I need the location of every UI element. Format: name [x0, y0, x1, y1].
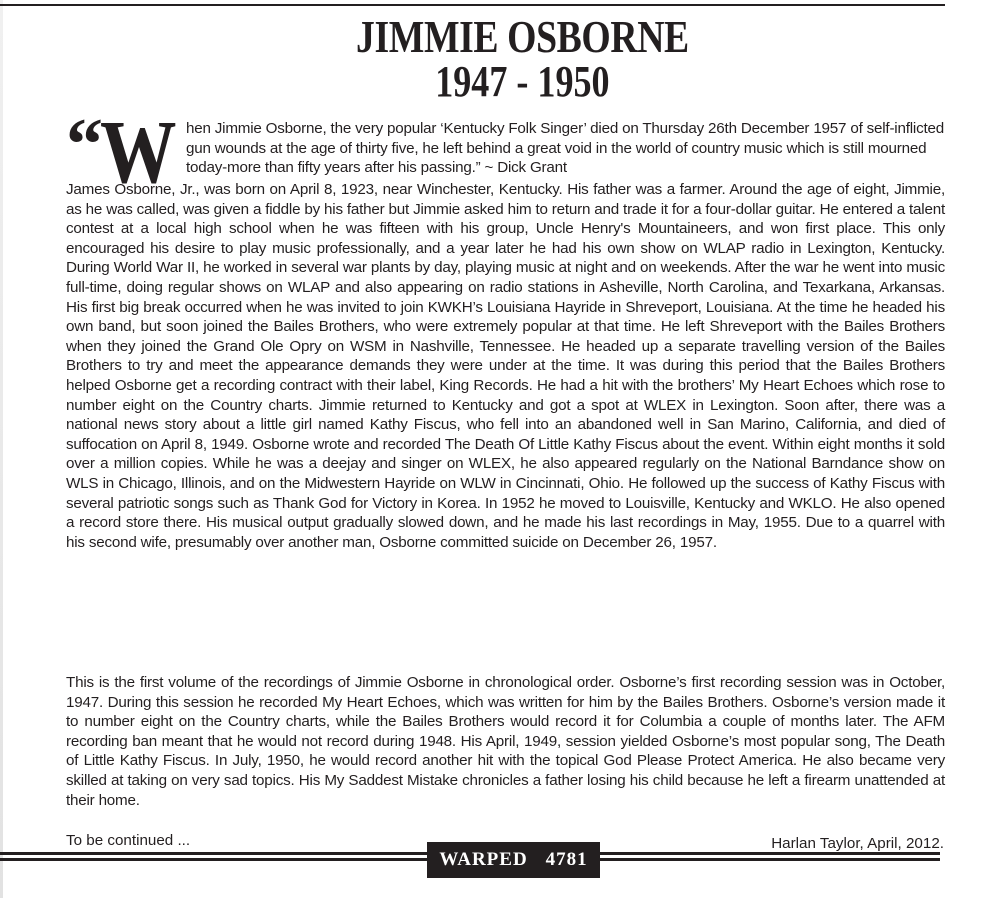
drop-cap-letter: W — [100, 103, 177, 202]
recordings-section — [66, 673, 945, 810]
page-title: JIMMIE OSBORNE — [356, 11, 689, 62]
page-subtitle-years: 1947 - 1950 — [435, 57, 610, 106]
catalog-number: 4781 — [545, 849, 588, 870]
intro-quote-text: hen Jimmie Osborne, the very popular ‘Kentucky Folk Singer’ died on Thursday 26th December 1957 of self-inflicted gun wounds at the age of thirty five, he left behind a great void in the world of country music which is still mourned today-more than fifty years after his passing.” ~ Dick Grant — [186, 120, 944, 177]
footer-rule-left-2 — [0, 858, 432, 861]
author-signature: Harlan Taylor, April, 2012. — [771, 835, 944, 852]
to-be-continued: To be continued ... — [66, 832, 191, 849]
footer-rule-left-1 — [0, 852, 432, 855]
catalog-label: WARPED — [439, 849, 528, 870]
page-edge-shadow — [0, 0, 3, 898]
intro-quote — [186, 119, 946, 178]
footer-rule-right-1 — [595, 852, 940, 855]
biography-text: James Osborne, Jr., was born on April 8, 1923, near Winchester, Kentucky. His father was a farmer. Around the age of eight, Jimmie, as he was called, was given a fiddle by his father but Jimmie asked him to return and trade it for a four-dollar guitar. He entered a talent contest at a local high school when he was fifteen with his group, Uncle Henry's Mountaineers, and won first place. This only encouraged his desire to play music professionally, and a year later he had his own show on WLAP radio in Lexington, Kentucky. During World War II, he worked in several war plants by day, playing music at night and on weekends. After the war he went into music full-time, doing regular shows on WLAP and also appearing on radio stations in Asheville, North Carolina, and Texarkana, Arkansas. His first big break occurred when he was invited to join KWKH’s Louisiana Hayride in Shreveport, Louisiana. At the time he headed his own band, but soon joined the Bailes Brothers, who were extremely popular at that time. He left Shreveport with the Bailes Brothers when they joined the Grand Ole Opry on WSM in Nashville, Tennessee. He headed up a separate travelling version of the Bailes Brothers to try and meet the appearance demands they were under at the time. It was during this period that the Bailes Brothers helped Osborne get a recording contract with their label, King Records. He had a hit with the brothers’ My Heart Echoes which rose to number eight on the Country charts. Jimmie returned to Kentucky and got a spot at WLEX in Lexington. Soon after, there was a national news story about a little girl named Kathy Fiscus, who fell into an abandoned well in San Marino, California, and died of suffocation on April 8, 1949. Osborne wrote and recorded The Death Of Little Kathy Fiscus about the event. Within eight months it sold over a million copies. While he was a deejay and singer on WLEX, he also appeared regularly on the National Barndance show on WLS in Chicago, Illinois, and on the Midwestern Hayride on WLW in Cincinnati, Ohio. He followed up the success of Kathy Fiscus with several patriotic songs such as Thank God for Victory in Korea. In 1952 he moved to Louisville, Kentucky and WKLO. He also opened a record store there. His musical output gradually slowed down, and he made his last recordings in May, 1955. Due to a quarrel with his second wife, presumably over another man, Osborne committed suicide on December 26, 1957. — [66, 181, 945, 551]
biography-section — [66, 180, 945, 552]
open-quote-mark: “ — [66, 104, 103, 186]
top-rule — [0, 4, 945, 6]
recordings-text: This is the first volume of the recordings of Jimmie Osborne in chronological order. Osborne’s first recording session was in October, 1947. During this session he recorded My Heart Echoes, which was written for him by the Bailes Brothers. Osborne’s version made it to number eight on the Country charts, while the Bailes Brothers would record it for Columbia a couple of months later. The AFM recording ban meant that he would not record during 1948. His April, 1949, session yielded Osborne’s most popular song, The Death of Little Kathy Fiscus. In July, 1950, he would record another hit with the topical God Please Protect America. He also became very skilled at taking on very sad topics. His My Saddest Mistake chronicles a father losing his child because he left a firearm unattended at their home. — [66, 674, 945, 809]
catalog-badge — [427, 842, 600, 878]
footer-rule-right-2 — [595, 858, 940, 861]
